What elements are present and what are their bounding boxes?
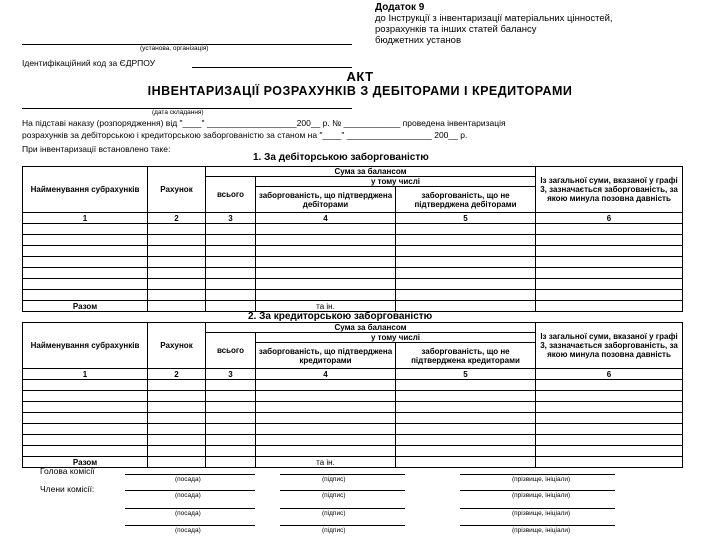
col-number: 5 [396,369,536,380]
table-row[interactable] [23,224,683,235]
table-row[interactable] [23,402,683,413]
member2-position-line[interactable] [125,508,255,509]
name-caption: (прізвище, ініціали) [512,510,571,517]
name-caption: (прізвище, ініціали) [512,476,571,483]
col-number: 2 [148,369,206,380]
col-account-header: Рахунок [148,323,206,369]
confirmed-header: заборгованість, що підтверджена кредиторами [256,343,396,369]
total-header: всього [206,333,256,369]
unconfirmed-header: заборгованість, що не підтверджена кредиторами [396,343,536,369]
col-number: 1 [23,213,148,224]
col-number: 6 [536,369,683,380]
signature-caption: (підпис) [322,476,346,483]
confirmed-header: заборгованість, що підтверджена дебіторами [256,187,396,213]
date-caption: (дата складання) [152,109,204,116]
table-row[interactable] [23,290,683,301]
chair-name-line[interactable] [460,474,615,475]
members-label: Члени комісії: [40,484,95,494]
member2-signature-line[interactable] [280,508,405,509]
basis-line-2: розрахунків за дебіторською і кредиторською заборгованістю за станом на "____" __________________ 200__ р. [22,130,468,140]
position-caption: (посада) [175,527,201,534]
table-row[interactable] [23,424,683,435]
position-caption: (посада) [175,476,201,483]
table-row[interactable] [23,391,683,402]
name-caption: (прізвище, ініціали) [512,492,571,499]
table-row[interactable] [23,413,683,424]
table-row[interactable] [23,435,683,446]
col-number: 4 [256,369,396,380]
including-header: у тому числі [256,333,536,343]
institution-caption: (установа, організація) [140,45,209,52]
section1-title: 1. За дебіторською заборгованістю [253,152,429,163]
chair-signature-line[interactable] [280,474,405,475]
balance-sum-header: Сума за балансом [206,167,536,177]
col-number: 3 [206,213,256,224]
signature-caption: (підпис) [322,510,346,517]
signature-caption: (підпис) [322,527,346,534]
addendum-line-1: до Інструкції з інвентаризації матеріальних цінностей, [375,13,613,24]
member1-name-line[interactable] [460,490,615,491]
creditors-table [22,322,683,468]
basis-line-1: На підставі наказу (розпорядження) від "____" ___________________200__ р. № ____________ проведена інвентаризація [22,118,506,128]
expired-header: Із загальної суми, вказаної у графі 3, зазначається заборгованість, за якою минула позовна давність [536,323,683,369]
col-name-header: Найменування субрахунків [23,167,148,213]
including-short: та ін. [256,301,396,312]
name-caption: (прізвище, ініціали) [512,527,571,534]
col-number: 6 [536,213,683,224]
balance-sum-header: Сума за балансом [206,323,536,333]
table-row[interactable] [23,446,683,457]
member1-signature-line[interactable] [280,490,405,491]
total-header: всього [206,177,256,213]
including-header: у тому числі [256,177,536,187]
addendum-line-3: бюджетних установ [375,35,462,46]
chair-position-line[interactable] [125,474,255,475]
col-account-header: Рахунок [148,167,206,213]
total-row-label: Разом [23,457,148,468]
addendum-block [375,2,613,46]
edrpou-label: Ідентифікаційний код за ЄДРПОУ [22,58,156,68]
unconfirmed-header: заборгованість, що не підтверджена дебіторами [396,187,536,213]
col-number: 4 [256,213,396,224]
member1-position-line[interactable] [125,490,255,491]
position-caption: (посада) [175,492,201,499]
table-row[interactable] [23,235,683,246]
table-row[interactable] [23,257,683,268]
edrpou-line[interactable] [192,67,352,68]
debtors-table [22,166,683,312]
addendum-line-2: розрахунків та інших статей балансу [375,24,537,35]
page-title: ІНВЕНТАРИЗАЦІЇ РОЗРАХУНКІВ З ДЕБІТОРАМИ І КРЕДИТОРАМИ [147,84,573,98]
col-number: 1 [23,369,148,380]
including-short: та ін. [256,457,396,468]
act-label: АКТ [346,69,374,84]
established-text: При інвентаризації встановлено таке: [22,144,171,154]
table-row[interactable] [23,268,683,279]
table-row[interactable] [23,380,683,391]
member3-signature-line[interactable] [280,525,405,526]
table-row[interactable] [23,279,683,290]
col-number: 3 [206,369,256,380]
signature-caption: (підпис) [322,492,346,499]
section2-title: 2. За кредиторською заборгованістю [248,311,433,322]
member2-name-line[interactable] [460,508,615,509]
total-row-label: Разом [23,301,148,312]
col-name-header: Найменування субрахунків [23,323,148,369]
addendum-title: Додаток 9 [375,2,425,13]
position-caption: (посада) [175,510,201,517]
table-row[interactable] [23,246,683,257]
total-row[interactable] [23,457,683,468]
member3-position-line[interactable] [125,525,255,526]
total-row[interactable] [23,301,683,312]
member3-name-line[interactable] [460,525,615,526]
expired-header: Із загальної суми, вказаної у графі 3, зазначається заборгованість, за якою минула позовна давність [536,167,683,213]
col-number: 2 [148,213,206,224]
col-number: 5 [396,213,536,224]
chair-label: Голова комісії [40,466,95,476]
